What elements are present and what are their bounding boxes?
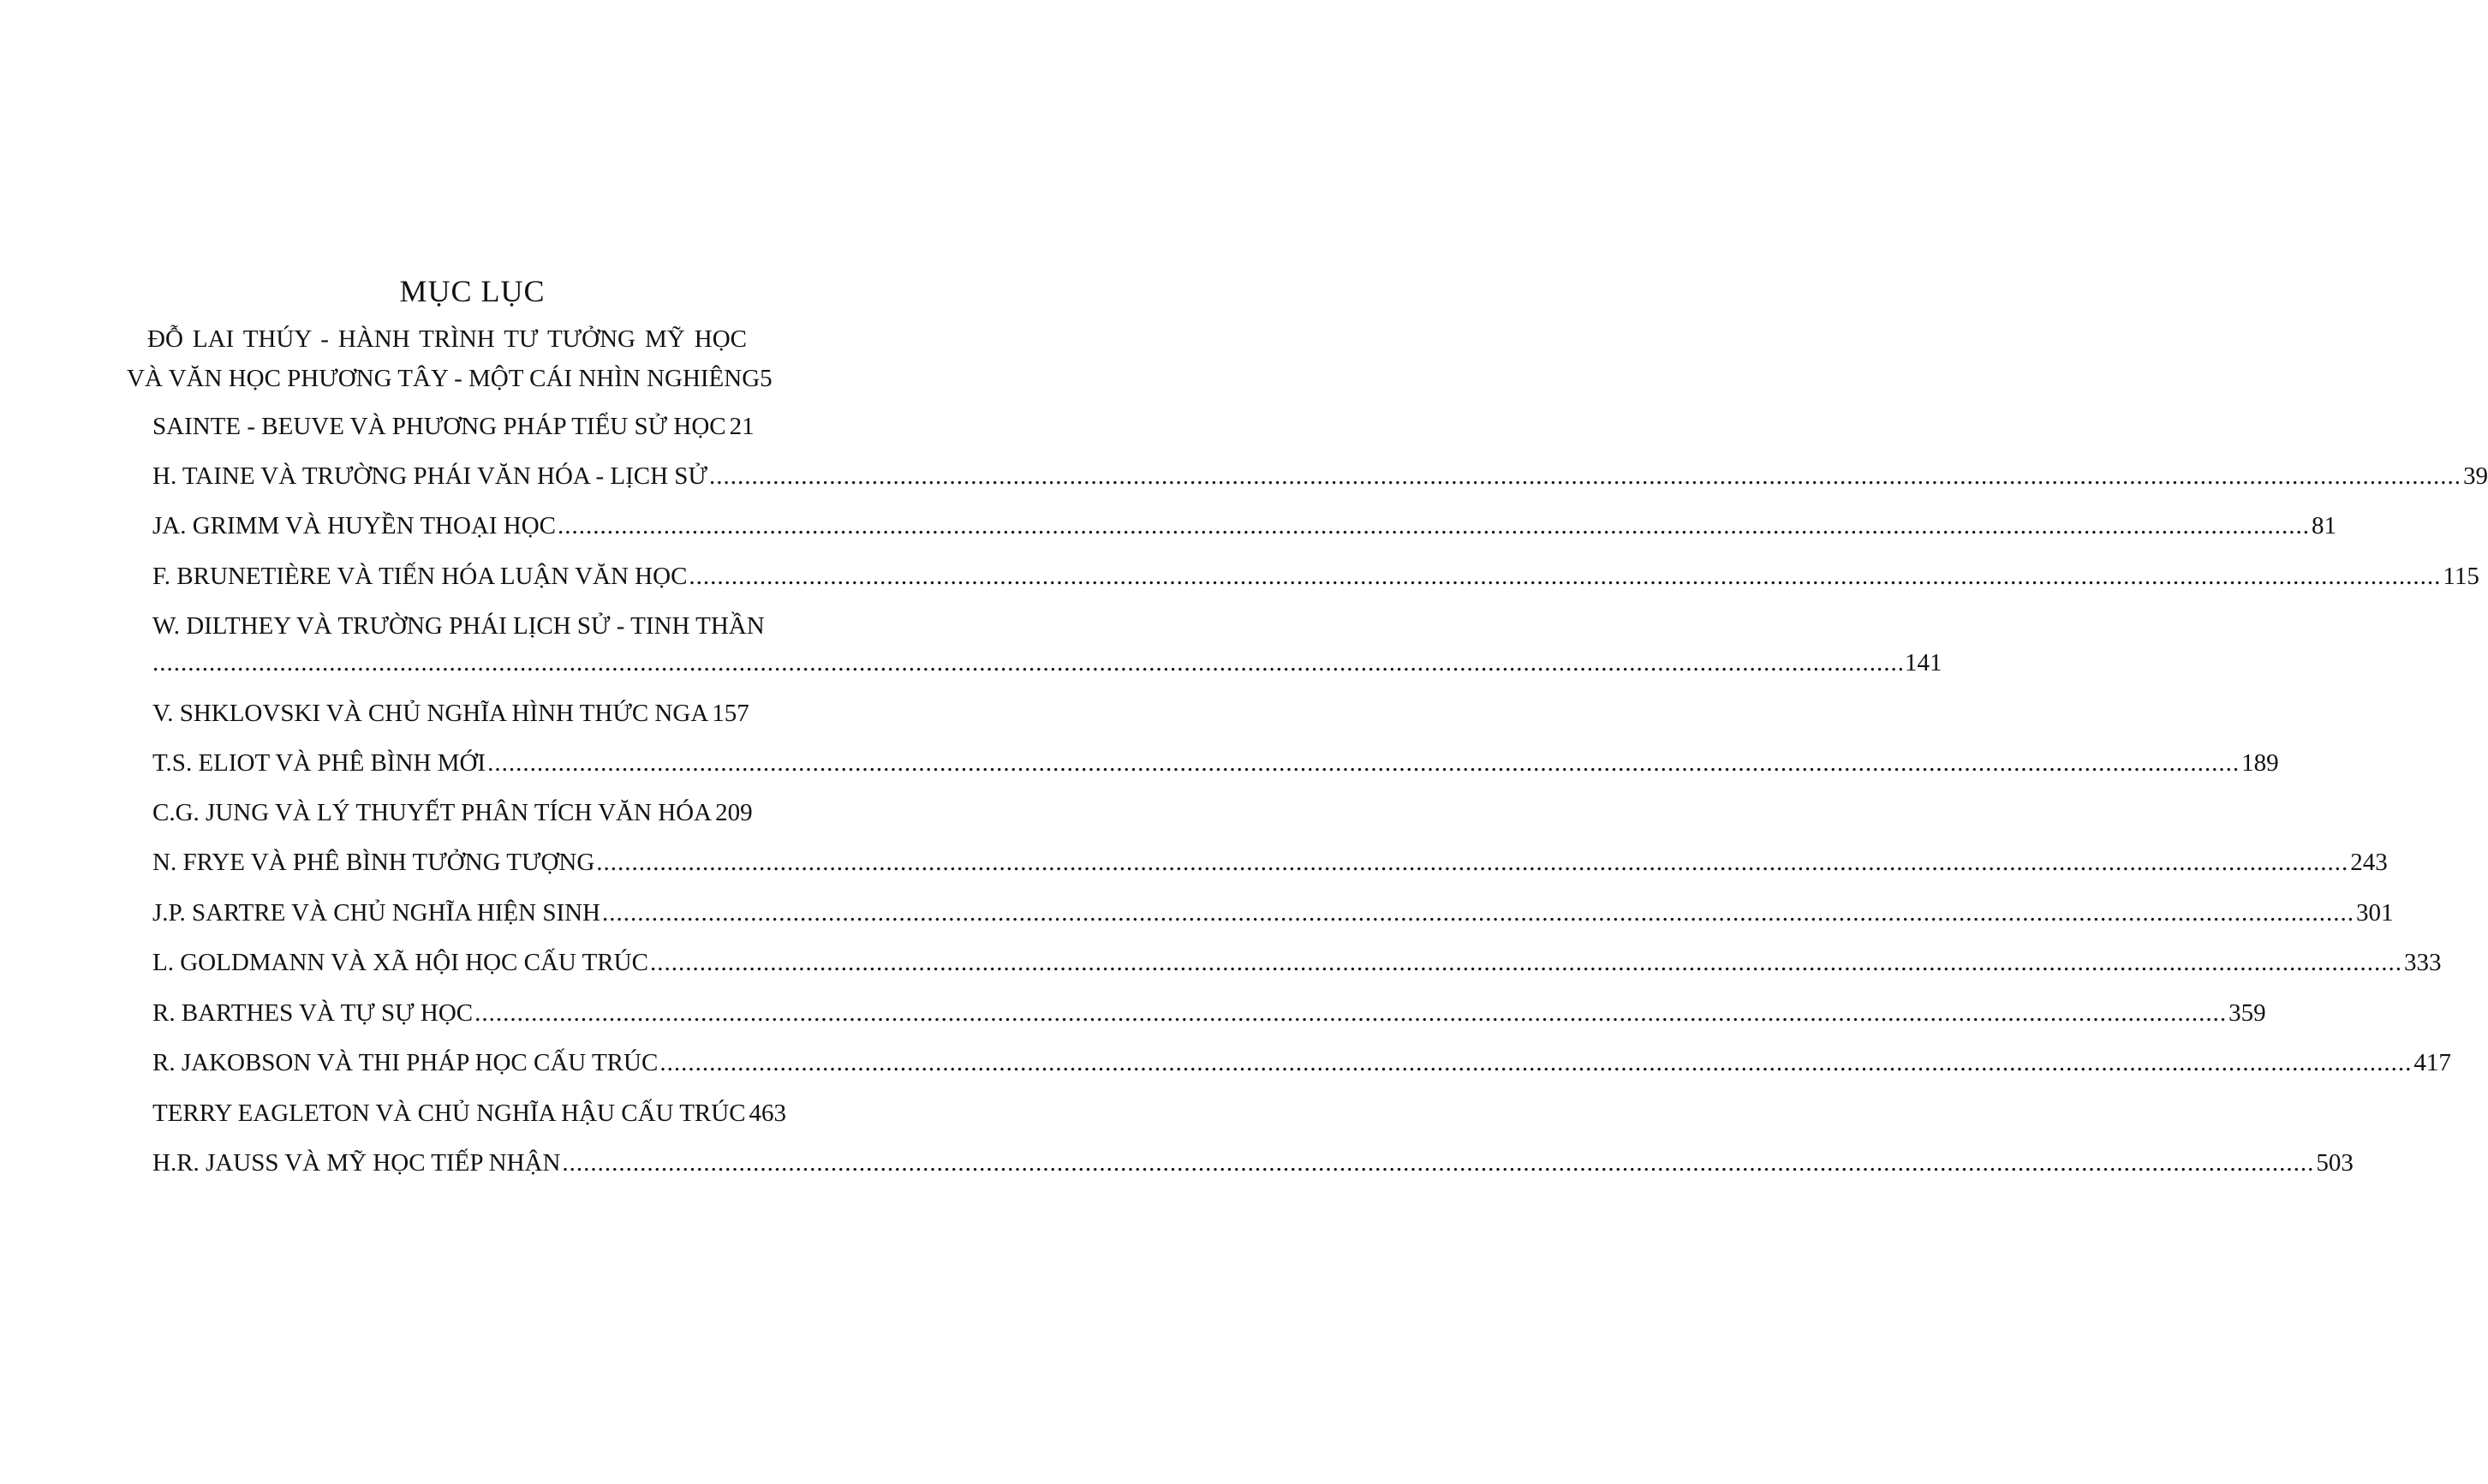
toc-entry-title: V. SHKLOVSKI VÀ CHỦ NGHĨA HÌNH THỨC NGA bbox=[152, 700, 709, 727]
toc-leader-dots bbox=[487, 748, 2240, 778]
toc-leader-dots bbox=[650, 947, 2402, 978]
toc-entry-title: JA. GRIMM VÀ HUYỀN THOẠI HỌC bbox=[152, 512, 556, 539]
toc-leader-dots bbox=[562, 1147, 2314, 1178]
toc-page-number: 115 bbox=[2443, 563, 2479, 590]
toc-leader-dots bbox=[474, 998, 2227, 1028]
toc-page-number: 21 bbox=[729, 413, 755, 440]
toc-leader-dots bbox=[558, 510, 2310, 541]
toc-entry-title: L. GOLDMANN VÀ XÃ HỘI HỌC CẤU TRÚC bbox=[152, 949, 648, 976]
toc-entry-title: ĐỖ LAI THÚY - HÀNH TRÌNH TƯ TƯỞNG MỸ HỌC bbox=[147, 325, 747, 353]
toc-entry-title: SAINTE - BEUVE VÀ PHƯƠNG PHÁP TIỂU SỬ HỌC bbox=[152, 413, 726, 440]
toc-page-number: 243 bbox=[2350, 849, 2388, 876]
toc-entry-title: F. BRUNETIÈRE VÀ TIẾN HÓA LUẬN VĂN HỌC bbox=[152, 563, 688, 590]
toc-entry-title: C.G. JUNG VÀ LÝ THUYẾT PHÂN TÍCH VĂN HÓA bbox=[152, 799, 713, 826]
toc-leader-dots bbox=[689, 561, 2441, 592]
toc-page-number: 301 bbox=[2356, 899, 2394, 927]
toc-entry-title: H.R. JAUSS VÀ MỸ HỌC TIẾP NHẬN bbox=[152, 1149, 561, 1177]
toc-entry-title: TERRY EAGLETON VÀ CHỦ NGHĨA HẬU CẤU TRÚC bbox=[152, 1100, 746, 1127]
toc-page-number: 5 bbox=[760, 365, 773, 392]
toc-page-number: 503 bbox=[2316, 1149, 2354, 1177]
toc-entry-title: T.S. ELIOT VÀ PHÊ BÌNH MỚI bbox=[152, 749, 486, 777]
toc-entry-title: R. BARTHES VÀ TỰ SỰ HỌC bbox=[152, 999, 474, 1027]
toc-page-number: 157 bbox=[712, 700, 749, 727]
toc-page-number: 81 bbox=[2312, 512, 2336, 539]
toc-page-number: 39 bbox=[2462, 462, 2488, 490]
page-title: MỤC LỤC bbox=[399, 274, 546, 308]
toc-page-number: 333 bbox=[2403, 949, 2442, 976]
toc-page-number: 141 bbox=[1905, 649, 1942, 676]
toc-leader-dots bbox=[152, 647, 1905, 678]
toc-leader-dots bbox=[659, 1047, 2412, 1078]
toc-page-number: 209 bbox=[715, 799, 753, 826]
toc-leader-dots bbox=[709, 461, 2461, 492]
toc-entry-title: VÀ VĂN HỌC PHƯƠNG TÂY - MỘT CÁI NHÌN NGHIÊNG bbox=[127, 365, 761, 392]
toc-leader-dots bbox=[602, 897, 2354, 928]
toc-entry-title: W. DILTHEY VÀ TRƯỜNG PHÁI LỊCH SỬ - TINH THẦN bbox=[152, 612, 765, 640]
toc-page-number: 463 bbox=[749, 1100, 787, 1127]
toc-leader-dots bbox=[596, 847, 2348, 878]
toc-entry-title: J.P. SARTRE VÀ CHỦ NGHĨA HIỆN SINH bbox=[152, 899, 600, 927]
toc-page-number: 189 bbox=[2241, 749, 2279, 777]
toc-entry-title: H. TAINE VÀ TRƯỜNG PHÁI VĂN HÓA - LỊCH SỬ bbox=[152, 462, 707, 490]
toc-entry-title: R. JAKOBSON VÀ THI PHÁP HỌC CẤU TRÚC bbox=[152, 1049, 659, 1076]
toc-page-number: 417 bbox=[2413, 1049, 2451, 1076]
toc-entry-title: N. FRYE VÀ PHÊ BÌNH TƯỞNG TƯỢNG bbox=[152, 849, 595, 876]
toc-page-number: 359 bbox=[2228, 999, 2266, 1027]
